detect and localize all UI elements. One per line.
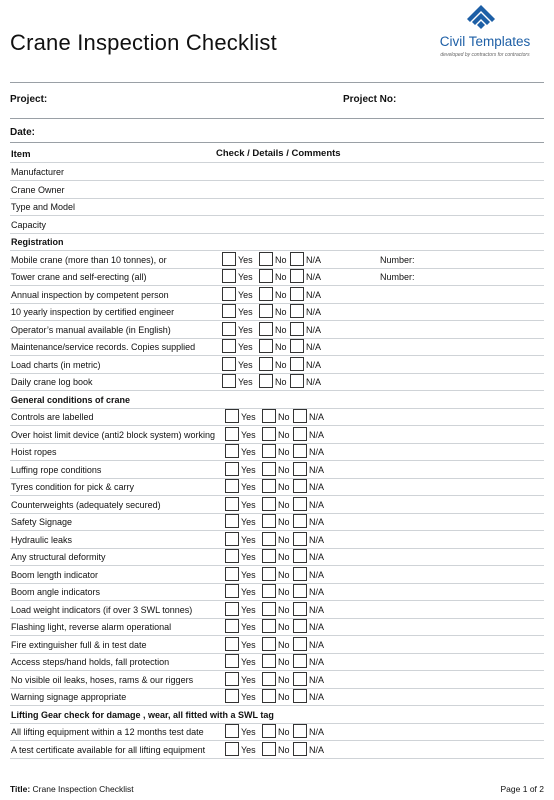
no-checkbox[interactable]	[259, 322, 273, 336]
yes-checkbox[interactable]	[225, 584, 239, 598]
na-label: N/A	[309, 517, 325, 527]
na-label: N/A	[306, 289, 322, 300]
document-title: Crane Inspection Checklist	[10, 30, 277, 55]
yes-checkbox[interactable]	[225, 497, 239, 511]
item-label: Load charts (in metric)	[11, 359, 101, 370]
item-label: Maintenance/service records. Copies supplied	[11, 342, 196, 352]
no-checkbox[interactable]	[262, 654, 276, 668]
na-checkbox[interactable]	[293, 724, 307, 738]
yes-checkbox[interactable]	[225, 427, 239, 441]
na-label: N/A	[309, 429, 325, 440]
yes-label: Yes	[241, 517, 256, 527]
na-checkbox[interactable]	[293, 584, 307, 598]
footer-title-value: Crane Inspection Checklist	[32, 784, 134, 794]
yes-label: Yes	[241, 674, 256, 685]
table-row	[10, 653, 544, 671]
table-row	[10, 723, 544, 741]
no-label: No	[278, 692, 290, 702]
table-row	[10, 618, 544, 636]
yes-checkbox[interactable]	[225, 567, 239, 581]
na-label: N/A	[306, 324, 322, 335]
section-heading-row	[10, 233, 544, 251]
item-label: Daily crane log book	[11, 377, 93, 387]
na-label: N/A	[306, 377, 322, 387]
no-label: No	[278, 464, 290, 475]
na-checkbox[interactable]	[293, 742, 307, 756]
no-checkbox[interactable]	[259, 374, 273, 388]
item-column-header: Item	[11, 149, 31, 160]
no-checkbox[interactable]	[262, 427, 276, 441]
item-label: Over hoist limit device (anti2 block system) working	[11, 429, 216, 440]
number-label: Number:	[380, 254, 415, 265]
na-checkbox[interactable]	[293, 637, 307, 651]
item-label: Crane Owner	[11, 184, 65, 195]
footer-title-label: Title:	[10, 784, 31, 794]
table-row	[10, 741, 544, 759]
table-row	[10, 566, 544, 584]
item-label: 10 yearly inspection by certified engineer	[11, 307, 175, 317]
na-label: N/A	[309, 587, 325, 597]
item-label: Capacity	[11, 219, 47, 230]
table-row	[10, 636, 544, 654]
na-checkbox[interactable]	[293, 514, 307, 528]
yes-label: Yes	[241, 569, 256, 580]
no-label: No	[275, 272, 287, 282]
na-label: N/A	[306, 359, 322, 370]
no-label: No	[275, 307, 287, 317]
table-row	[10, 198, 544, 216]
no-label: No	[278, 587, 290, 597]
no-label: No	[275, 324, 287, 335]
na-label: N/A	[306, 342, 322, 352]
table-row	[10, 443, 544, 461]
na-checkbox[interactable]	[293, 689, 307, 703]
page-number: Page 1 of 2	[500, 784, 544, 794]
table-row	[10, 373, 544, 391]
yes-label: Yes	[241, 727, 256, 737]
na-label: N/A	[306, 272, 322, 282]
table-row	[10, 496, 544, 514]
no-checkbox[interactable]	[262, 689, 276, 703]
yes-checkbox[interactable]	[225, 724, 239, 738]
na-label: N/A	[309, 552, 325, 562]
na-checkbox[interactable]	[290, 374, 304, 388]
no-label: No	[278, 727, 290, 737]
na-checkbox[interactable]	[290, 252, 304, 266]
item-label: Warning signage appropriate	[11, 692, 127, 702]
yes-checkbox[interactable]	[222, 252, 236, 266]
na-checkbox[interactable]	[293, 444, 307, 458]
no-label: No	[275, 359, 287, 370]
na-checkbox[interactable]	[290, 322, 304, 336]
item-label: Access steps/hand holds, fall protection	[11, 657, 170, 667]
yes-label: Yes	[241, 552, 256, 562]
civil-templates-logo	[430, 4, 540, 60]
date-label: Date:	[10, 127, 36, 138]
no-label: No	[278, 569, 290, 580]
no-label: No	[278, 639, 290, 650]
table-row	[10, 688, 544, 706]
divider	[10, 142, 544, 143]
no-checkbox[interactable]	[262, 672, 276, 686]
table-row	[10, 163, 544, 181]
na-checkbox[interactable]	[290, 287, 304, 301]
na-label: N/A	[306, 254, 322, 265]
no-label: No	[275, 254, 287, 265]
no-checkbox[interactable]	[259, 287, 273, 301]
no-checkbox[interactable]	[262, 549, 276, 563]
no-checkbox[interactable]	[262, 742, 276, 756]
table-row	[10, 671, 544, 689]
yes-checkbox[interactable]	[222, 322, 236, 336]
no-checkbox[interactable]	[259, 304, 273, 318]
yes-label: Yes	[241, 657, 256, 667]
yes-label: Yes	[241, 499, 256, 510]
table-row	[10, 216, 544, 234]
yes-checkbox[interactable]	[222, 287, 236, 301]
na-checkbox[interactable]	[293, 602, 307, 616]
no-checkbox[interactable]	[262, 479, 276, 493]
yes-checkbox[interactable]	[222, 304, 236, 318]
no-label: No	[278, 622, 290, 632]
item-label: Tyres condition for pick & carry	[11, 482, 135, 492]
no-checkbox[interactable]	[262, 532, 276, 546]
table-row	[10, 268, 544, 286]
item-label: Hoist ropes	[11, 447, 57, 457]
item-label: No visible oil leaks, hoses, rams & our riggers	[11, 674, 194, 685]
item-label: Boom length indicator	[11, 569, 99, 580]
no-checkbox[interactable]	[262, 444, 276, 458]
na-label: N/A	[309, 604, 325, 615]
yes-checkbox[interactable]	[225, 514, 239, 528]
no-label: No	[278, 429, 290, 440]
section-heading: Lifting Gear check for damage , wear, all fitted with a SWL tag	[11, 709, 274, 720]
yes-label: Yes	[238, 272, 253, 282]
na-label: N/A	[309, 622, 325, 632]
no-label: No	[275, 342, 287, 352]
na-label: N/A	[309, 657, 325, 667]
no-checkbox[interactable]	[262, 619, 276, 633]
yes-checkbox[interactable]	[225, 479, 239, 493]
yes-checkbox[interactable]	[225, 654, 239, 668]
table-row	[10, 513, 544, 531]
yes-label: Yes	[241, 482, 256, 492]
item-label: Fire extinguisher full & in test date	[11, 639, 147, 650]
na-checkbox[interactable]	[293, 409, 307, 423]
no-label: No	[278, 517, 290, 527]
divider	[10, 82, 544, 83]
table-row	[10, 321, 544, 339]
check-column-header: Check / Details / Comments	[216, 148, 341, 159]
yes-checkbox[interactable]	[225, 742, 239, 756]
yes-label: Yes	[238, 289, 253, 300]
no-checkbox[interactable]	[262, 602, 276, 616]
yes-checkbox[interactable]	[222, 339, 236, 353]
no-checkbox[interactable]	[262, 409, 276, 423]
na-label: N/A	[309, 499, 325, 510]
yes-checkbox[interactable]	[225, 619, 239, 633]
item-label: Controls are labelled	[11, 412, 94, 422]
yes-checkbox[interactable]	[225, 672, 239, 686]
no-checkbox[interactable]	[262, 567, 276, 581]
na-checkbox[interactable]	[293, 619, 307, 633]
project-no-label: Project No:	[343, 94, 397, 105]
na-checkbox[interactable]	[293, 532, 307, 546]
section-heading: Registration	[11, 237, 64, 247]
yes-label: Yes	[241, 534, 256, 545]
no-checkbox[interactable]	[259, 252, 273, 266]
yes-checkbox[interactable]	[225, 409, 239, 423]
table-row	[10, 531, 544, 549]
section-heading-row	[10, 391, 544, 409]
na-checkbox[interactable]	[293, 497, 307, 511]
table-row	[10, 338, 544, 356]
no-checkbox[interactable]	[262, 584, 276, 598]
yes-label: Yes	[241, 587, 256, 597]
na-label: N/A	[309, 692, 325, 702]
section-heading: General conditions of crane	[11, 394, 131, 405]
na-checkbox[interactable]	[293, 567, 307, 581]
na-label: N/A	[309, 569, 325, 580]
na-label: N/A	[309, 639, 325, 650]
na-checkbox[interactable]	[293, 549, 307, 563]
yes-label: Yes	[238, 254, 253, 265]
no-checkbox[interactable]	[259, 269, 273, 283]
project-label: Project:	[10, 94, 48, 105]
table-row	[10, 601, 544, 619]
na-label: N/A	[309, 534, 325, 545]
item-label: Type and Model	[11, 202, 76, 212]
yes-label: Yes	[241, 604, 256, 615]
yes-checkbox[interactable]	[225, 532, 239, 546]
table-row	[10, 181, 544, 199]
item-label: Manufacturer	[11, 167, 65, 177]
yes-label: Yes	[241, 622, 256, 632]
yes-label: Yes	[238, 377, 253, 387]
no-label: No	[278, 744, 290, 755]
na-checkbox[interactable]	[293, 672, 307, 686]
yes-checkbox[interactable]	[222, 357, 236, 371]
na-checkbox[interactable]	[293, 654, 307, 668]
table-row	[10, 251, 544, 269]
number-label: Number:	[380, 272, 415, 282]
na-checkbox[interactable]	[290, 357, 304, 371]
na-label: N/A	[309, 727, 325, 737]
table-row	[10, 356, 544, 374]
yes-label: Yes	[238, 307, 253, 317]
no-label: No	[278, 604, 290, 615]
table-row	[10, 548, 544, 566]
logo-brand: Civil Templates	[439, 34, 531, 49]
footer-title	[10, 784, 134, 794]
table-header	[10, 145, 544, 163]
no-checkbox[interactable]	[262, 497, 276, 511]
yes-checkbox[interactable]	[225, 602, 239, 616]
yes-checkbox[interactable]	[225, 689, 239, 703]
table-row	[10, 583, 544, 601]
table-row	[10, 426, 544, 444]
no-checkbox[interactable]	[262, 637, 276, 651]
no-label: No	[278, 447, 290, 457]
table-row	[10, 461, 544, 479]
item-label: Mobile crane (more than 10 tonnes), or	[11, 254, 167, 265]
no-label: No	[278, 412, 290, 422]
yes-label: Yes	[241, 412, 256, 422]
item-label: Any structural deformity	[11, 552, 106, 562]
yes-label: Yes	[241, 744, 256, 755]
na-label: N/A	[309, 482, 325, 492]
yes-checkbox[interactable]	[225, 444, 239, 458]
no-label: No	[275, 289, 287, 300]
item-label: Flashing light, reverse alarm operational	[11, 622, 172, 632]
na-checkbox[interactable]	[293, 462, 307, 476]
logo-mark-icon	[464, 4, 498, 34]
no-label: No	[278, 482, 290, 492]
table-row	[10, 303, 544, 321]
item-label: Tower crane and self-erecting (all)	[11, 272, 147, 282]
na-label: N/A	[309, 674, 325, 685]
item-label: Boom angle indicators	[11, 587, 101, 597]
section-heading-row	[10, 706, 544, 724]
item-label: Luffing rope conditions	[11, 464, 102, 475]
yes-label: Yes	[241, 464, 256, 475]
na-checkbox[interactable]	[290, 339, 304, 353]
table-row	[10, 408, 544, 426]
table-row	[10, 478, 544, 496]
na-label: N/A	[306, 307, 322, 317]
no-checkbox[interactable]	[259, 357, 273, 371]
item-label: Safety Signage	[11, 517, 73, 527]
no-label: No	[278, 657, 290, 667]
na-checkbox[interactable]	[293, 479, 307, 493]
yes-checkbox[interactable]	[222, 269, 236, 283]
yes-label: Yes	[238, 324, 253, 335]
yes-label: Yes	[241, 429, 256, 440]
yes-label: Yes	[238, 359, 253, 370]
yes-label: Yes	[238, 342, 253, 352]
divider	[10, 118, 544, 119]
na-checkbox[interactable]	[293, 427, 307, 441]
no-label: No	[278, 674, 290, 685]
yes-checkbox[interactable]	[222, 374, 236, 388]
na-label: N/A	[309, 412, 325, 422]
no-checkbox[interactable]	[262, 462, 276, 476]
no-checkbox[interactable]	[262, 724, 276, 738]
yes-checkbox[interactable]	[225, 462, 239, 476]
yes-label: Yes	[241, 639, 256, 650]
item-label: Operator’s manual available (in English)	[11, 324, 171, 335]
na-checkbox[interactable]	[290, 269, 304, 283]
no-label: No	[278, 499, 290, 510]
yes-label: Yes	[241, 692, 256, 702]
yes-checkbox[interactable]	[225, 637, 239, 651]
yes-checkbox[interactable]	[225, 549, 239, 563]
item-label: Annual inspection by competent person	[11, 289, 169, 300]
logo-tagline: developed by contractors for contractors	[440, 52, 530, 58]
no-label: No	[278, 552, 290, 562]
na-label: N/A	[309, 447, 325, 457]
item-label: Load weight indicators (if over 3 SWL tonnes)	[11, 604, 193, 615]
yes-label: Yes	[241, 447, 256, 457]
no-checkbox[interactable]	[259, 339, 273, 353]
na-label: N/A	[309, 464, 325, 475]
item-label: Hydraulic leaks	[11, 534, 73, 545]
table-row	[10, 286, 544, 304]
item-label: A test certificate available for all lifting equipment	[11, 744, 206, 755]
na-checkbox[interactable]	[290, 304, 304, 318]
item-label: All lifting equipment within a 12 months test date	[11, 727, 204, 737]
no-label: No	[275, 377, 287, 387]
item-label: Counterweights (adequately secured)	[11, 499, 161, 510]
na-label: N/A	[309, 744, 325, 755]
no-label: No	[278, 534, 290, 545]
no-checkbox[interactable]	[262, 514, 276, 528]
